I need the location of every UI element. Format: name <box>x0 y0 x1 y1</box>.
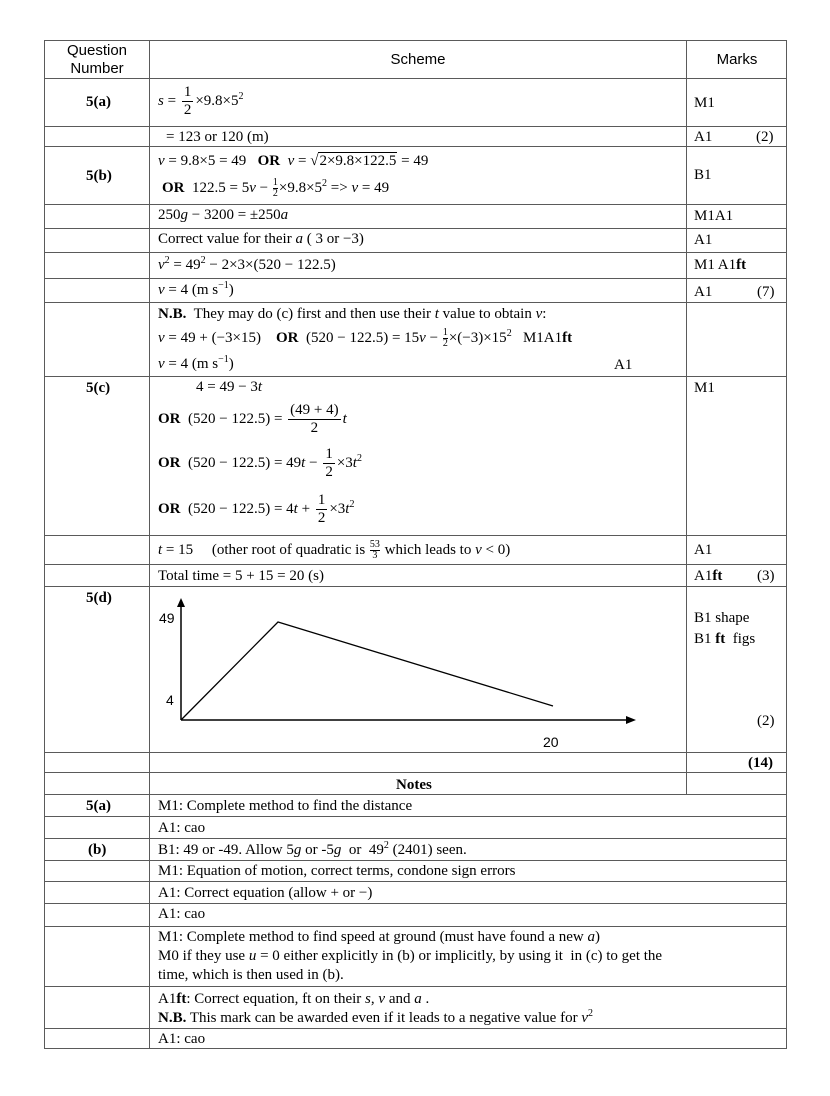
row-divider <box>44 228 787 229</box>
d-total: (2) <box>757 713 775 729</box>
c-t15: t = 15 (other root of quadratic is $\frac{53}{3}$ which leads to v < 0) <box>158 539 511 561</box>
c-line1: 4 = 49 − 3t <box>196 379 263 395</box>
row-divider <box>44 278 787 279</box>
row-divider <box>44 986 787 987</box>
row-divider <box>44 535 787 536</box>
notes-title: Notes <box>396 777 432 793</box>
row-divider <box>44 860 787 861</box>
scheme-r4: 250g − 3200 = ±250a <box>158 207 289 223</box>
row-divider <box>44 564 787 565</box>
row-divider <box>44 838 787 839</box>
c-marks: M1 <box>694 380 715 396</box>
x-axis-arrow <box>626 716 636 724</box>
row-divider <box>44 1028 787 1029</box>
nb-line3: v = 4 (m $s^{-1}$) <box>158 354 234 372</box>
scheme-r3-line1: v = 9.8×5 = 49 OR v = √2×9.8×122.5 = 49 <box>158 153 429 169</box>
note-1: M1: Complete method to find the distance <box>158 798 413 814</box>
row-divider <box>44 752 787 753</box>
row-divider <box>44 252 787 253</box>
c-line3: OR (520 − 122.5) = 49t − $\frac{1}{2}$ $\times 3t^2$ <box>158 446 362 480</box>
notes-label-b: (b) <box>88 842 107 858</box>
note-9: A1: cao <box>158 1031 206 1047</box>
marks-r5: A1 <box>694 232 713 248</box>
total-r7: (7) <box>757 284 775 300</box>
note-5: A1: Correct equation (allow + or −) <box>158 885 373 901</box>
label-5a: 5(a) <box>86 94 111 110</box>
row-divider <box>44 146 787 147</box>
scheme-r3-line2: OR 122.5 = 5v − $\frac{1}{2}$ $\times 9.8\times 5^2 => v = 49$ <box>162 177 390 199</box>
header-scheme: Scheme <box>390 51 446 68</box>
c-total-scheme: Total time = 5 + 15 = 20 (s) <box>158 568 324 584</box>
velocity-line <box>181 622 553 720</box>
marks-r6: M1 A1ft <box>694 257 747 273</box>
row-divider <box>44 376 787 377</box>
c-line4: OR (520 − 122.5) = 4t + $\frac{1}{2}$ $\times 3t^2$ <box>158 492 355 526</box>
note-4: M1: Equation of motion, correct terms, condone sign errors <box>158 863 516 879</box>
d-marks-shape: B1 shape <box>694 610 750 626</box>
row-divider <box>44 586 787 587</box>
row-divider <box>44 881 787 882</box>
note-8b: N.B. This mark can be awarded even if it leads to a negative value for $v^2$ <box>158 1008 593 1026</box>
header-question-number: Question Number <box>66 42 128 77</box>
marks-r1: M1 <box>694 95 715 111</box>
row-divider <box>44 794 787 795</box>
tick-label-4: 4 <box>166 692 174 708</box>
note-7c: time, which is then used in (b). <box>158 967 344 983</box>
grand-total: (14) <box>748 755 773 771</box>
note-7a: M1: Complete method to find speed at ground (must have found a new a) <box>158 929 600 945</box>
row-divider <box>44 772 787 773</box>
scheme-r6: $v^2 = 49^2 - 2\times 3\times(520 - 122.5)$ <box>158 255 336 273</box>
formula-distance: s = $\frac{1}{2}$ $\times 9.8\times 5^2$ <box>158 84 244 118</box>
nb-line3-mark: A1 <box>614 357 633 373</box>
c-total-marks: A1ft <box>694 568 723 584</box>
row-divider <box>44 926 787 927</box>
row-divider <box>44 302 787 303</box>
velocity-time-graph <box>150 590 680 750</box>
d-marks-figs: B1 ft figs <box>694 631 756 647</box>
marks-r3: B1 <box>694 167 712 183</box>
row-divider <box>44 204 787 205</box>
tick-label-49: 49 <box>159 610 175 626</box>
row-divider <box>44 903 787 904</box>
marks-r2: A1 <box>694 129 713 145</box>
column-divider <box>149 40 150 1049</box>
note-2: A1: cao <box>158 820 206 836</box>
note-8a: A1ft: Correct equation, ft on their s, v and a . <box>158 991 430 1007</box>
tick-label-20: 20 <box>543 734 559 750</box>
label-5d: 5(d) <box>86 590 112 606</box>
scheme-r7: v = 4 (m $s^{-1}$) <box>158 280 234 298</box>
note-3: B1: 49 or -49. Allow 5g or -5g or $49^2$ (2401) seen. <box>158 840 467 858</box>
header-marks: Marks <box>716 51 758 68</box>
row-divider <box>44 78 787 79</box>
row-divider <box>44 126 787 127</box>
note-6: A1: cao <box>158 906 206 922</box>
nb-line1: N.B. They may do (c) first and then use their t value to obtain v: <box>158 306 547 322</box>
scheme-r2: = 123 or 120 (m) <box>166 129 269 145</box>
c-total-count: (3) <box>757 568 775 584</box>
scheme-r5: Correct value for their a ( 3 or −3) <box>158 231 364 247</box>
row-divider <box>44 816 787 817</box>
marks-r7: A1 <box>694 284 713 300</box>
notes-label-5a: 5(a) <box>86 798 111 814</box>
marks-r4: M1A1 <box>694 208 734 224</box>
label-5c: 5(c) <box>86 380 111 396</box>
column-divider <box>686 40 687 794</box>
c-t15-marks: A1 <box>694 542 713 558</box>
label-5b: 5(b) <box>86 168 112 184</box>
c-line2: OR (520 − 122.5) = $\frac{(49 + 4)}{2}$ t <box>158 402 347 436</box>
y-axis-arrow <box>177 598 185 607</box>
note-7b: M0 if they use u = 0 either explicitly in (b) or implicitly, by using it in (c) to get the <box>158 948 663 964</box>
nb-line2: v = 49 + (−3×15) OR (520 − 122.5) = 15v − $\frac{1}{2}$ $\times(-3)\times 15^2$ M1A1ft <box>158 327 573 349</box>
total-r2: (2) <box>756 129 774 145</box>
